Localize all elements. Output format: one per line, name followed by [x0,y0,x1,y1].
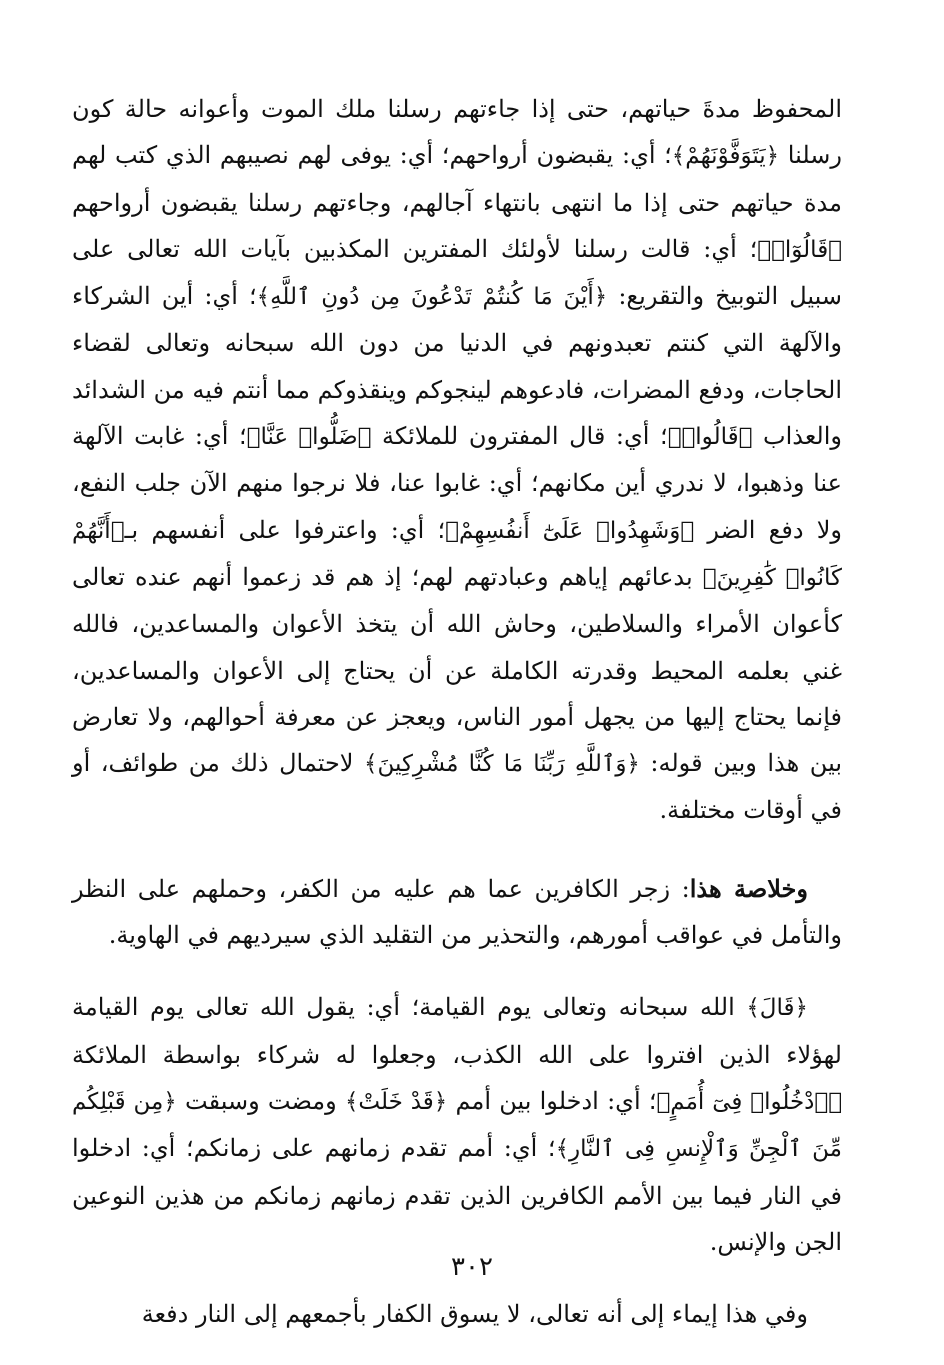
paragraph-commentary-3 [72,1291,842,1337]
quran-quote: ﴿ضَلُّوا۟ عَنَّا﴾ [246,424,372,451]
quran-quote: ﴿أَنَّهُمْ كَانُوا۟ كَٰفِرِينَ﴾ [72,517,843,591]
text-segment: ومضت وسبقت [176,1086,345,1115]
text-segment: ؛ أي: أمم تقدم زمانهم على زمانكم؛ أي: ادخلوا في النار فيما بين الأمم الكافرين الذين تقدم زمانهم زمانكم من هذين النوعين الجن والإنس. [72,1134,842,1256]
paragraph-commentary-2 [72,984,842,1265]
paragraph-commentary-1 [72,86,842,834]
text-segment: ؛ أي: قال المفترون للملائكة [371,422,668,451]
paragraph-spacer [72,958,842,984]
text-segment: لاحتمال ذلك من طوائف، أو في أوقات مختلفة. [72,749,842,825]
paragraph-spacer [72,834,842,866]
paragraph-summary [72,866,842,959]
text-segment: وفي هذا إيماء إلى أنه تعالى، لا يسوق الكفار بأجمعهم إلى النار دفعة [141,1300,808,1329]
quran-quote: ﴿ٱدْخُلُوا۟ فِىٓ أُمَمٍ﴾ [656,1088,843,1115]
text-segment: الله سبحانه وتعالى يوم القيامة؛ أي: يقول الله تعالى يوم القيامة لهؤلاء الذين افتروا على الله الكذب، وجعلوا له شركاء بواسطة الملائكة [72,993,842,1069]
text-segment: ؛ أي: يقبضون أرواحهم؛ أي: يوفى لهم نصيبهم الذي كتب لهم مدة حياتهم حتى إذا ما انتهى بانتهاء آجالهم، وجاءتهم رسلنا يقبضون أرواحهم [72,141,842,217]
text-segment: : زجر الكافرين عما هم عليه من الكفر، وحملهم على النظر والتأمل في عواقب أمورهم، والتحذير من التقليد الذي سيرديهم في الهاوية. [72,874,842,950]
text-segment: ؛ أي: غابت الآلهة عنا وذهبوا، لا ندري أين مكانهم؛ أي: غابوا عنا، فلا نرجوا منهم الآن جلب النفع، ولا دفع الضر [72,422,843,544]
quran-quote: ﴿يَتَوَفَّوْنَهُمْ﴾ [671,143,780,170]
text-segment: ؛ أي: أين الشركاء والآلهة التي كنتم تعبدونهم في الدنيا من دون الله سبحانه وتعالى لقضاء الحاجات، ودفع المضرات، فادعوهم لينجوكم وينقذوكم مما أنتم فيه من الشدائد والعذاب [72,282,842,451]
text-segment: بدعائهم إياهم وعبادتهم لهم؛ إذ هم قد زعموا أنهم عنده تعالى كأعوان الأمراء والسلاطين، وحاش الله أن يتخذ الأعوان والمساعدين، فالله غني بعلمه المحيط وقدرته الكاملة عن أن يحتاج إلى الأعوان والمساعدين، فإنما يحتاج إليها من يجهل أمور الناس، ويعجز عن معرفة أحوالهم، ولا تعارض بين هذا وبين قوله: [72,562,842,778]
text-segment: ؛ أي: قالت رسلنا لأولئك المفترين المكذبين بآيات الله تعالى على سبيل التوبيخ والتقريع: [72,234,842,311]
quran-quote: ﴿وَٱللَّهِ رَبِّنَا مَا كُنَّا مُشْرِكِينَ﴾ [364,751,640,778]
quran-quote: ﴿قَالُوا۟﴾ [667,424,753,451]
quran-quote: ﴿قَالَ﴾ [746,995,808,1022]
quran-quote: ﴿أَيْنَ مَا كُنتُمْ تَدْعُونَ مِن دُونِ ٱللَّهِ﴾ [256,284,608,311]
quran-quote: ﴿وَشَهِدُوا۟ عَلَىٰٓ أَنفُسِهِمْ﴾ [445,517,695,544]
text-segment: ؛ أي: واعترفوا على أنفسهم بـ [124,515,446,544]
summary-heading: وخلاصة هذا [689,873,808,903]
quran-quote: ﴿قَالُوٓا۟﴾ [757,236,842,263]
text-segment: ؛ أي: ادخلوا بين أمم [447,1086,657,1115]
text-segment: المحفوظ مدةَ حياتهم، حتى إذا جاءتهم رسلنا ملك الموت وأعوانه حالة كون رسلنا [72,95,843,170]
quran-quote: ﴿مِن قَبْلِكُم مِّنَ ٱلْجِنِّ وَٱلْإِنسِ فِى ٱلنَّارِ﴾ [72,1088,842,1163]
quran-quote: ﴿قَدْ خَلَتْ﴾ [344,1088,448,1115]
page-number: ٣٠٢ [451,1252,493,1282]
